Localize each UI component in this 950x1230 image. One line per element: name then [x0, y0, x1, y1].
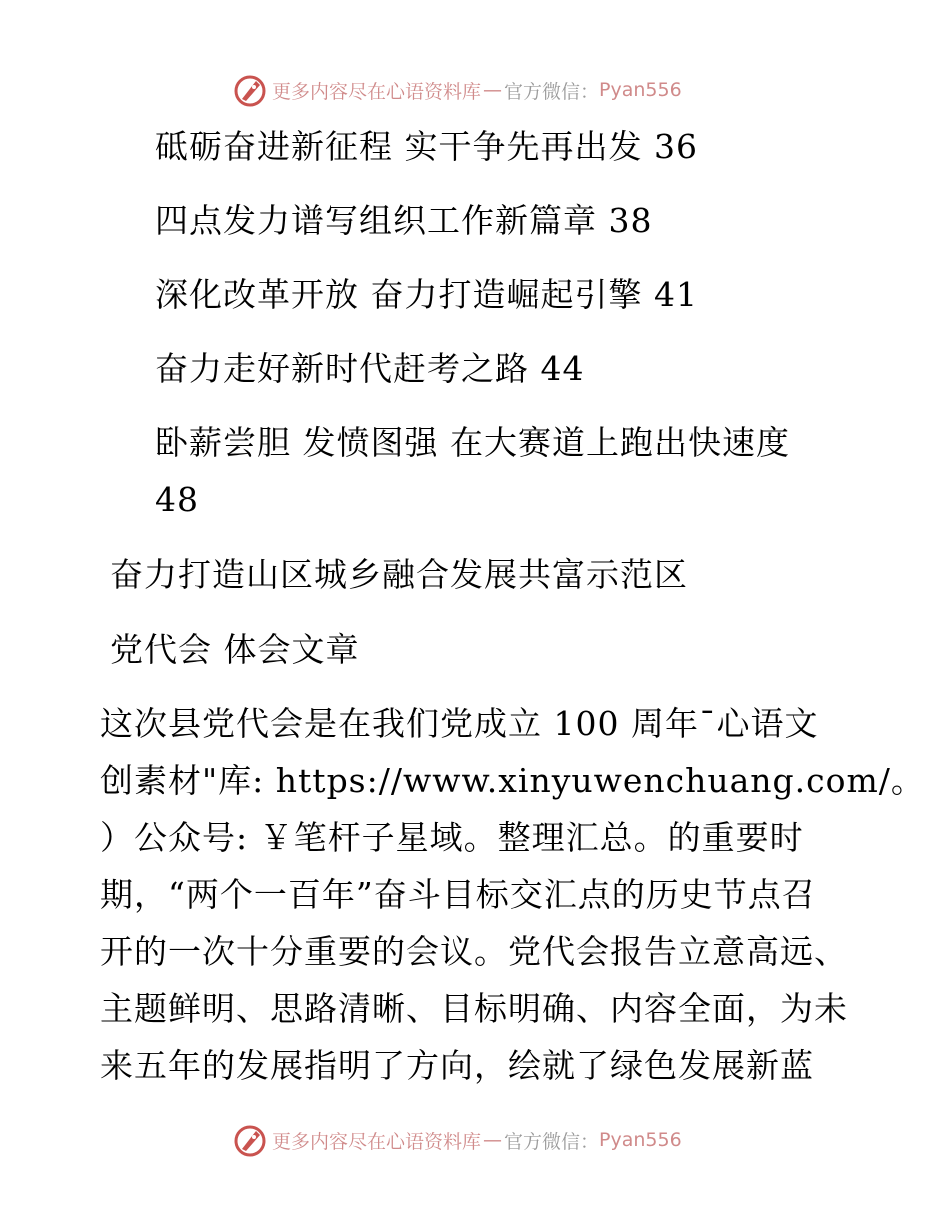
watermark-text: 更多内容尽在心语资料库 — [272, 1130, 482, 1153]
watermark-handle: Pyan556 — [599, 1129, 682, 1151]
toc-item: 砥砺奋进新征程 实干争先再出发 36 — [155, 127, 698, 166]
watermark-dash: — — [483, 79, 503, 101]
toc-item: 奋力走好新时代赶考之路 44 — [155, 349, 585, 388]
body-line: 期，“两个一百年”奋斗目标交汇点的历史节点召 — [100, 875, 816, 914]
article-subtitle: 党代会 体会文章 — [110, 630, 360, 669]
footer-watermark — [232, 1120, 682, 1160]
body-line: 这次县党代会是在我们党成立 100 周年¯心语文 — [100, 704, 819, 743]
body-line: 创素材"库: https://www.xinyuwenchuang.com/。 — [100, 761, 925, 800]
pen-nib-logo-icon — [232, 72, 268, 108]
article-title: 奋力打造山区城乡融合发展共富示范区 — [110, 555, 688, 594]
watermark-label: 官方微信： — [504, 80, 600, 103]
watermark-text: 更多内容尽在心语资料库 — [272, 80, 482, 103]
toc-item: 深化改革开放 奋力打造崛起引擎 41 — [155, 275, 698, 314]
body-line: 来五年的发展指明了方向，绘就了绿色发展新蓝 — [100, 1046, 814, 1085]
toc-item: 卧薪尝胆 发愤图强 在大赛道上跑出快速度 — [155, 423, 790, 462]
toc-item: 四点发力谱写组织工作新篇章 38 — [155, 201, 653, 240]
body-line: 主题鲜明、思路清晰、目标明确、内容全面，为未 — [100, 989, 848, 1028]
pen-nib-logo-icon — [232, 1122, 268, 1158]
body-line: ）公众号: ￥笔杆子星域。整理汇总。的重要时 — [100, 818, 804, 857]
watermark-handle: Pyan556 — [599, 79, 682, 101]
watermark-label: 官方微信： — [504, 1130, 600, 1153]
watermark-dash: — — [483, 1129, 503, 1151]
toc-item-page-number: 48 — [155, 480, 199, 519]
header-watermark — [232, 70, 682, 110]
body-line: 开的一次十分重要的会议。党代会报告立意高远、 — [100, 932, 848, 971]
